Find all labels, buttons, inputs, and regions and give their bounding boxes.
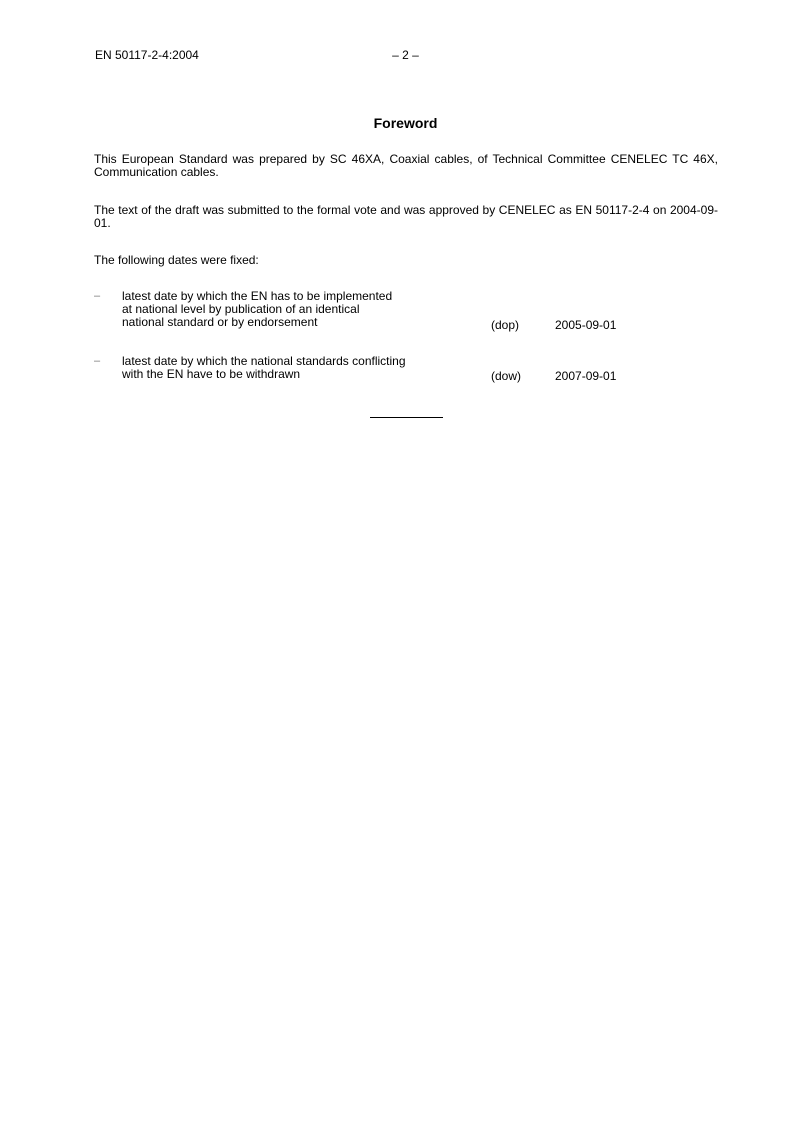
dash-bullet: – xyxy=(94,290,101,302)
description-line: at national level by publication of an identical xyxy=(122,302,360,316)
section-end-rule xyxy=(370,417,443,418)
dash-bullet: – xyxy=(94,355,101,367)
date-value: 2005-09-01 xyxy=(555,318,617,332)
page-number: – 2 – xyxy=(392,48,419,62)
paragraph-prepared: This European Standard was prepared by SC 46XA, Coaxial cables, of Technical Committee CENELEC TC 46X, Communication cables. xyxy=(94,152,718,179)
document-id: EN 50117-2-4:2004 xyxy=(95,48,199,62)
date-item-description xyxy=(122,290,482,329)
description-line: national standard or by endorsement xyxy=(122,315,318,329)
description-line: latest date by which the EN has to be implemented xyxy=(122,289,393,303)
description-line: latest date by which the national standards conflicting xyxy=(122,354,406,368)
description-line: with the EN have to be withdrawn xyxy=(122,367,301,381)
date-item-dop xyxy=(94,290,718,330)
date-item-dow xyxy=(94,355,718,382)
date-item-description xyxy=(122,355,482,381)
paragraph-dates-intro: The following dates were fixed: xyxy=(94,253,259,267)
date-code: (dop) xyxy=(491,318,520,332)
paragraph-approval: The text of the draft was submitted to the formal vote and was approved by CENELEC as EN 50117-2-4 on 2004-09-01. xyxy=(94,203,718,230)
section-title: Foreword xyxy=(373,115,438,131)
date-value: 2007-09-01 xyxy=(555,369,617,383)
date-code: (dow) xyxy=(491,369,522,383)
